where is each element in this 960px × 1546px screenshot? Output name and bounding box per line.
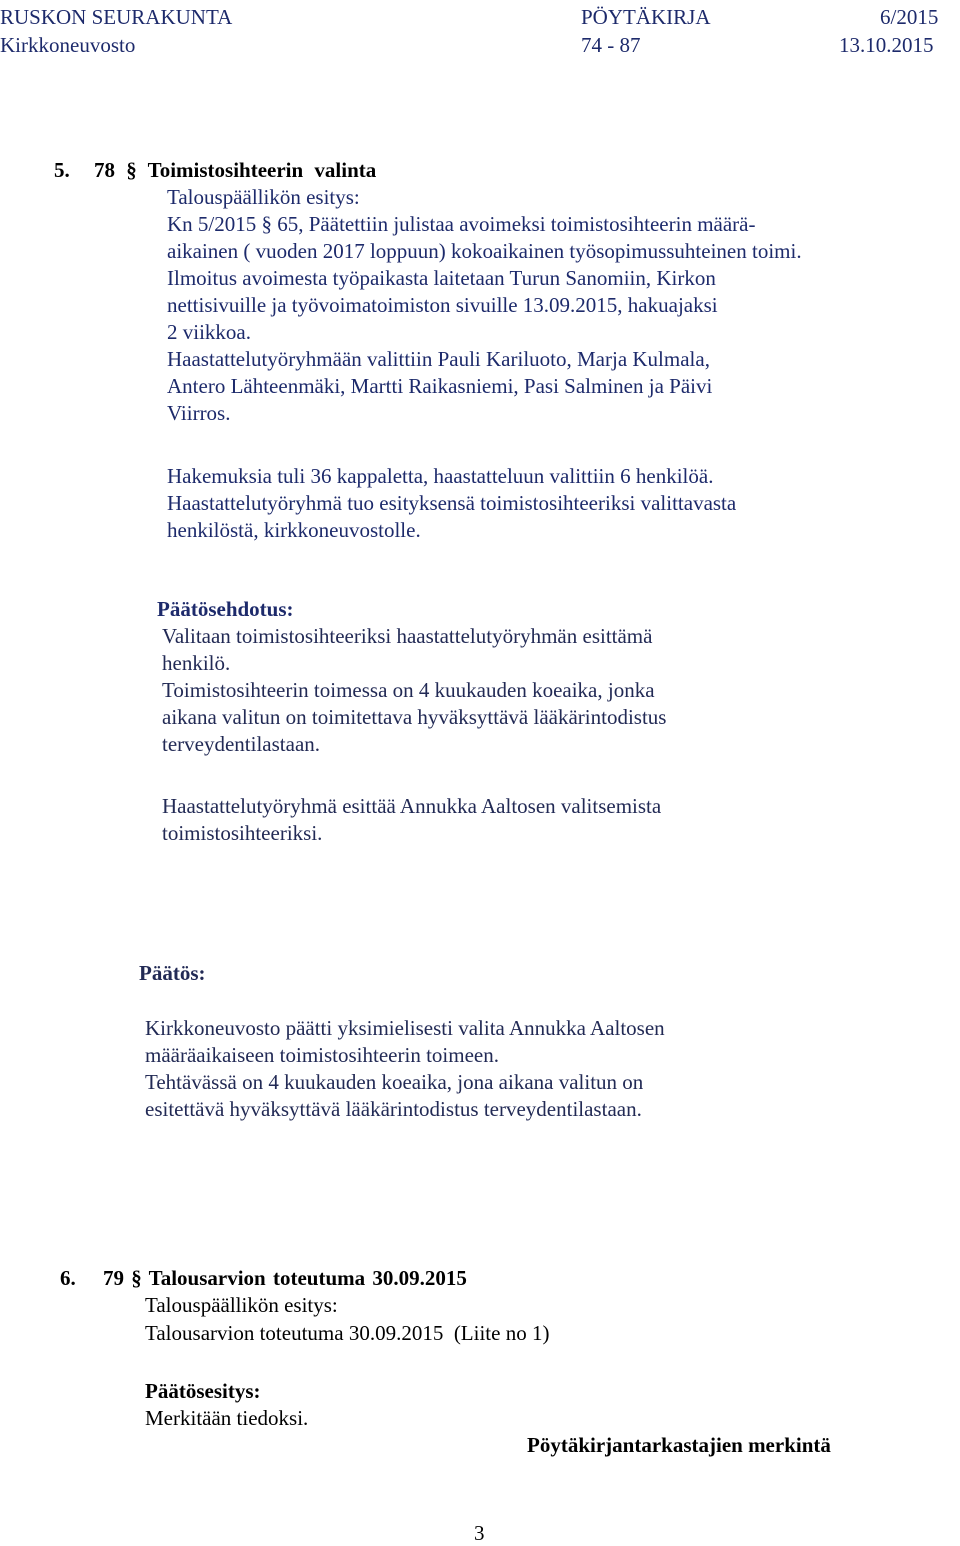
text-line: aikainen ( vuoden 2017 loppuun) kokoaikainen työsopimussuhteinen toimi. bbox=[167, 239, 802, 263]
text-line: Viirros. bbox=[167, 401, 231, 425]
text-line: Toimistosihteerin toimessa on 4 kuukauden koeaika, jonka bbox=[162, 678, 655, 702]
item5-number: 5. bbox=[54, 158, 70, 182]
header-body: Kirkkoneuvosto bbox=[0, 33, 136, 57]
text-line: terveydentilastaan. bbox=[162, 732, 321, 756]
text-line: Antero Lähteenmäki, Martti Raikasniemi, Pasi Salminen ja Päivi bbox=[167, 374, 713, 398]
text-line: Haastattelutyöryhmään valittiin Pauli Kariluoto, Marja Kulmala, bbox=[167, 347, 710, 371]
item6-proposal: Merkitään tiedoksi. bbox=[145, 1406, 309, 1430]
text-line: määräaikaiseen toimistosihteerin toimeen. bbox=[145, 1043, 499, 1067]
text-line: 2 viikkoa. bbox=[167, 320, 251, 344]
header-pages: 74 - 87 bbox=[581, 33, 641, 57]
text-line: nettisivuille ja työvoimatoimiston sivuille 13.09.2015, hakuajaksi bbox=[167, 293, 718, 317]
item5-applications bbox=[167, 463, 736, 544]
item5-intro bbox=[167, 211, 802, 427]
text-line: Kn 5/2015 § 65, Päätettiin julistaa avoimeksi toimistosihteerin määrä- bbox=[167, 212, 756, 236]
reviewer-mark: Pöytäkirjantarkastajien merkintä bbox=[527, 1433, 831, 1457]
item6-number: 6. bbox=[60, 1266, 76, 1290]
item5-presenter: Talouspäällikön esitys: bbox=[167, 185, 360, 209]
text-line: Haastattelutyöryhmä esittää Annukka Aaltosen valitsemista bbox=[162, 794, 662, 818]
text-line: aikana valitun on toimitettava hyväksyttävä lääkärintodistus bbox=[162, 705, 667, 729]
header-doc-number: 6/2015 bbox=[880, 5, 939, 29]
item6-section-title: 79 § Talousarvion toteutuma 30.09.2015 bbox=[103, 1266, 467, 1290]
page-number: 3 bbox=[474, 1521, 485, 1545]
text-line: henkilö. bbox=[162, 651, 231, 675]
item5-proposal-heading: Päätösehdotus: bbox=[157, 597, 294, 621]
text-line: Haastattelutyöryhmä tuo esityksensä toimistosihteeriksi valittavasta bbox=[167, 491, 737, 515]
text-line: henkilöstä, kirkkoneuvostolle. bbox=[167, 518, 421, 542]
text-line: Hakemuksia tuli 36 kappaletta, haastatteluun valittiin 6 henkilöä. bbox=[167, 464, 714, 488]
item6-proposal-heading: Päätösesitys: bbox=[145, 1379, 261, 1403]
header-org: RUSKON SEURAKUNTA bbox=[0, 5, 233, 29]
text-line: Kirkkoneuvosto päätti yksimielisesti valita Annukka Aaltosen bbox=[145, 1016, 665, 1040]
text-line: esitettävä hyväksyttävä lääkärintodistus terveydentilastaan. bbox=[145, 1097, 642, 1121]
item6-body: Talousarvion toteutuma 30.09.2015 (Liite no 1) bbox=[145, 1321, 550, 1345]
header-doc-type: PÖYTÄKIRJA bbox=[581, 5, 711, 29]
text-line: Valitaan toimistosihteeriksi haastattelutyöryhmän esittämä bbox=[162, 624, 653, 648]
item5-proposal bbox=[162, 623, 666, 758]
text-line: Ilmoitus avoimesta työpaikasta laitetaan Turun Sanomiin, Kirkon bbox=[167, 266, 716, 290]
item5-decision bbox=[145, 1015, 665, 1123]
item5-section-title: 78 § Toimistosihteerin valinta bbox=[94, 158, 377, 182]
item5-decision-heading: Päätös: bbox=[139, 961, 206, 985]
item5-recommendation bbox=[162, 793, 661, 847]
item6-presenter: Talouspäällikön esitys: bbox=[145, 1293, 338, 1317]
text-line: Tehtävässä on 4 kuukauden koeaika, jona aikana valitun on bbox=[145, 1070, 644, 1094]
header-date: 13.10.2015 bbox=[839, 33, 934, 57]
text-line: toimistosihteeriksi. bbox=[162, 821, 323, 845]
